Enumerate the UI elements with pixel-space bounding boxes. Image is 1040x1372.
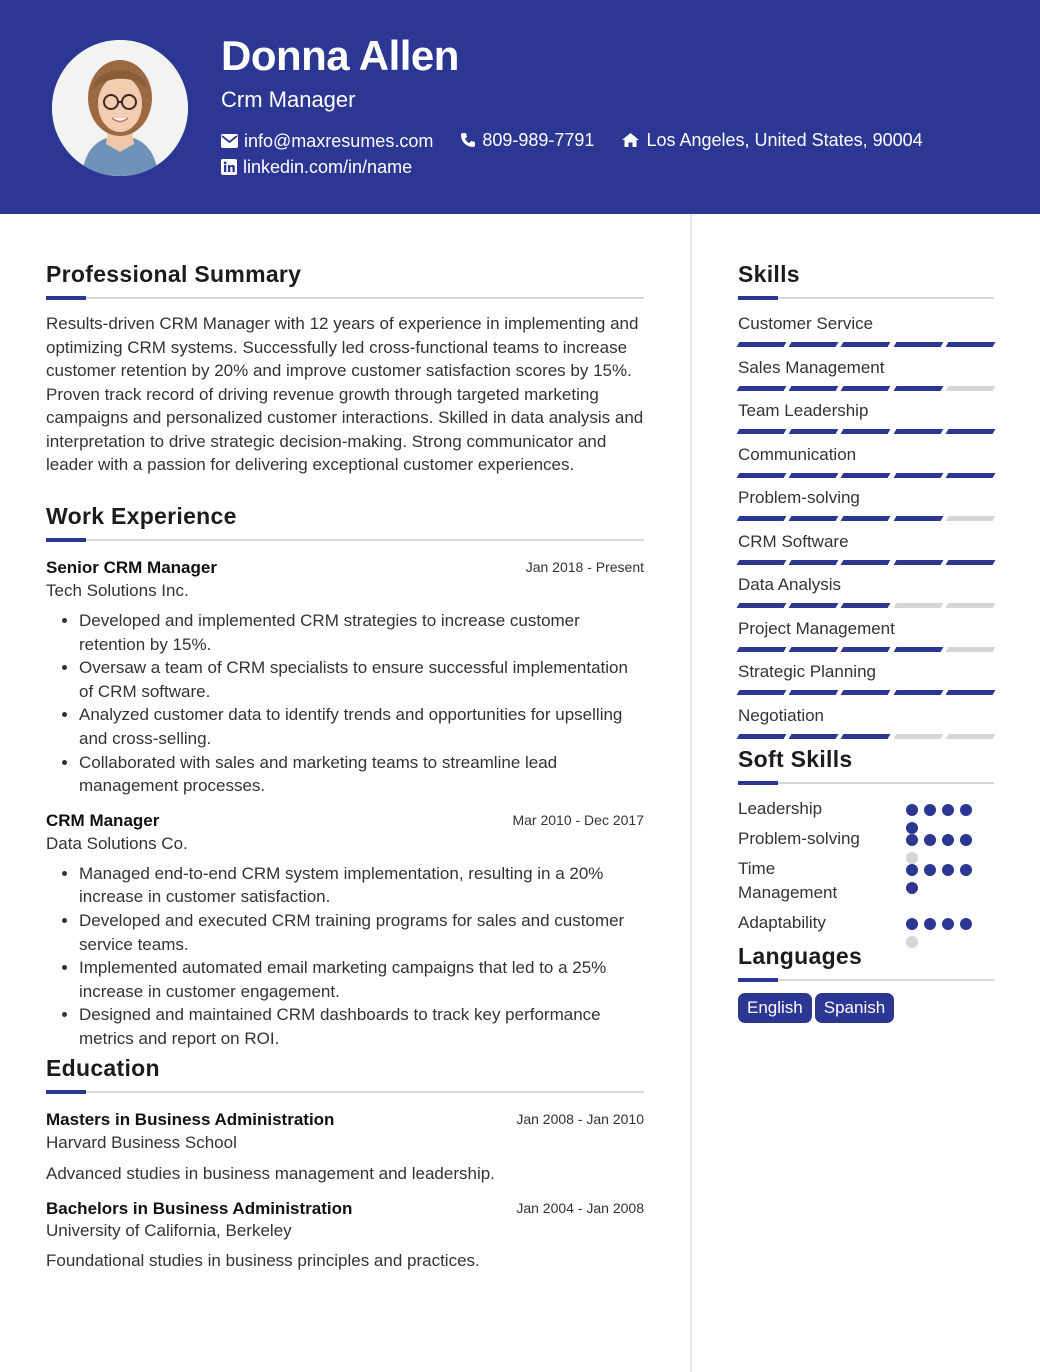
skill-level-segment bbox=[841, 647, 891, 652]
rating-dot bbox=[924, 918, 936, 930]
skill-level-segment bbox=[945, 342, 995, 347]
soft-skill-item bbox=[738, 797, 994, 821]
skill-level-segment bbox=[893, 647, 943, 652]
list-item: • Developed and executed CRM training programs for sales and customer service teams. bbox=[79, 909, 644, 956]
profile-photo bbox=[52, 40, 188, 176]
skill-level-segment bbox=[893, 560, 943, 565]
skill-label: Data Analysis bbox=[738, 575, 841, 594]
education-entry bbox=[46, 1109, 644, 1186]
phone-contact[interactable] bbox=[460, 128, 594, 152]
skill-level-segment bbox=[737, 342, 787, 347]
section-rule bbox=[738, 297, 994, 299]
skill-level-segment bbox=[893, 429, 943, 434]
skill-level-segment bbox=[789, 386, 839, 391]
skill-level-segment bbox=[893, 734, 943, 739]
list-item: • Collaborated with sales and marketing teams to streamline lead management processes. bbox=[79, 751, 644, 798]
rating-dot bbox=[906, 834, 918, 846]
skill-level-segment bbox=[841, 734, 891, 739]
rating-dot bbox=[942, 918, 954, 930]
job-bullets bbox=[46, 862, 644, 1051]
skill-level-segment bbox=[893, 473, 943, 478]
skill-item bbox=[738, 400, 994, 434]
job-date: Mar 2010 - Dec 2017 bbox=[512, 811, 644, 828]
experience-title: Work Experience bbox=[46, 503, 237, 529]
email-contact[interactable] bbox=[221, 129, 433, 153]
soft-skill-label: Time Management bbox=[738, 859, 838, 902]
skill-level-segment bbox=[789, 690, 839, 695]
list-item: • Designed and maintained CRM dashboards to track key performance metrics and report on ROI. bbox=[79, 1003, 644, 1050]
skill-label: Customer Service bbox=[738, 314, 874, 333]
skill-level-segment bbox=[737, 690, 787, 695]
skill-level-segment bbox=[945, 647, 995, 652]
phone-icon bbox=[460, 132, 476, 148]
skill-level-segment bbox=[945, 386, 995, 391]
skill-level-segment bbox=[789, 516, 839, 521]
skill-level-segment bbox=[945, 516, 995, 521]
rating-dot bbox=[906, 804, 918, 816]
list-item: • Analyzed customer data to identify trends and opportunities for upselling and cross-selling. bbox=[79, 703, 644, 750]
summary-text: Results-driven CRM Manager with 12 years of experience in implementing and optimizing CRM systems. Successfully led cross-functional teams to increase customer retention by 20% and improve customer satisfaction scores by 15%. Proven track record of driving revenue growth through targeted marketing campaigns and personalized customer interactions. Skilled in data analysis and interpretation to drive strategic decision-making. Strong communicator and leader with a passion for delivering exceptional customer experiences. bbox=[46, 314, 644, 474]
skill-level-segment bbox=[737, 560, 787, 565]
languages-list bbox=[738, 993, 994, 1023]
skill-label: Problem-solving bbox=[738, 488, 860, 507]
skill-item bbox=[738, 661, 994, 695]
education-title: Education bbox=[46, 1055, 160, 1081]
skill-level-segment bbox=[789, 603, 839, 608]
linkedin-icon bbox=[221, 159, 237, 175]
education-date: Jan 2008 - Jan 2010 bbox=[516, 1111, 644, 1127]
skill-level-segment bbox=[789, 734, 839, 739]
skill-level-segment bbox=[737, 516, 787, 521]
skill-item bbox=[738, 574, 994, 608]
skill-label: CRM Software bbox=[738, 531, 849, 551]
job-company: Data Solutions Co. bbox=[46, 833, 188, 853]
education-desc: Advanced studies in business management and leadership. bbox=[46, 1164, 495, 1183]
skill-level-segment bbox=[841, 429, 891, 434]
skill-level-segment bbox=[945, 429, 995, 434]
education-entry bbox=[46, 1198, 644, 1273]
soft-skills-list bbox=[738, 797, 994, 935]
skill-level-segment bbox=[893, 386, 943, 391]
skill-level-segment bbox=[789, 473, 839, 478]
rating-dot bbox=[942, 804, 954, 816]
skill-level-segment bbox=[945, 690, 995, 695]
envelope-icon bbox=[221, 134, 238, 148]
list-item: • Managed end-to-end CRM system implementation, resulting in a 20% increase in customer satisfaction. bbox=[79, 862, 644, 909]
summary-section bbox=[46, 259, 644, 477]
section-rule bbox=[46, 1091, 644, 1093]
job-entry bbox=[46, 810, 644, 1051]
linkedin-contact[interactable] bbox=[221, 155, 412, 179]
degree-title: Bachelors in Business Administration bbox=[46, 1198, 353, 1218]
rating-dot bbox=[942, 834, 954, 846]
experience-section bbox=[46, 501, 644, 1051]
skill-level-bar bbox=[738, 734, 994, 739]
summary-title: Professional Summary bbox=[46, 261, 302, 287]
job-title: CRM Manager bbox=[46, 810, 160, 830]
soft-skill-item bbox=[738, 857, 994, 905]
soft-skills-title: Soft Skills bbox=[738, 746, 853, 772]
skill-level-segment bbox=[737, 473, 787, 478]
language-badge: English bbox=[738, 993, 812, 1023]
skill-level-segment bbox=[945, 734, 995, 739]
job-title: Senior CRM Manager bbox=[46, 558, 217, 577]
skill-level-bar bbox=[738, 429, 994, 434]
section-rule bbox=[738, 782, 994, 784]
skill-level-segment bbox=[737, 647, 787, 652]
skill-item bbox=[738, 618, 994, 652]
soft-skill-label: Leadership bbox=[738, 799, 823, 818]
skill-label: Team Leadership bbox=[738, 401, 869, 420]
skill-level-segment bbox=[893, 342, 943, 347]
skill-level-segment bbox=[945, 560, 995, 565]
list-item: • Implemented automated email marketing campaigns that led to a 25% increase in customer engagement. bbox=[79, 956, 644, 1003]
rating-dot bbox=[924, 834, 936, 846]
school-name: Harvard Business School bbox=[46, 1133, 237, 1152]
skill-label: Sales Management bbox=[738, 357, 885, 377]
education-desc: Foundational studies in business principles and practices. bbox=[46, 1250, 480, 1270]
skill-level-segment bbox=[789, 560, 839, 565]
list-item: • Oversaw a team of CRM specialists to ensure successful implementation of CRM software. bbox=[79, 656, 644, 703]
skill-level-bar bbox=[738, 690, 994, 695]
rating-dot bbox=[924, 804, 936, 816]
skill-level-segment bbox=[841, 386, 891, 391]
home-icon bbox=[621, 132, 640, 148]
contact-line-2 bbox=[221, 155, 434, 181]
skill-item bbox=[738, 313, 994, 347]
linkedin-text: linkedin.com/in/name bbox=[243, 157, 413, 177]
skills-list bbox=[738, 313, 994, 739]
candidate-name: Donna Allen bbox=[221, 32, 459, 79]
phone-text: 809-989-7791 bbox=[482, 130, 595, 150]
skill-level-segment bbox=[789, 647, 839, 652]
skill-level-bar bbox=[738, 516, 994, 521]
skill-level-segment bbox=[789, 429, 839, 434]
job-date: Jan 2018 - Present bbox=[525, 559, 644, 575]
skill-label: Communication bbox=[738, 444, 857, 464]
skill-label: Negotiation bbox=[738, 705, 825, 725]
rating-dot bbox=[924, 864, 936, 876]
soft-skills-section bbox=[738, 744, 994, 941]
rating-dot bbox=[960, 804, 972, 816]
skill-item bbox=[738, 444, 994, 478]
education-date: Jan 2004 - Jan 2008 bbox=[516, 1199, 644, 1216]
soft-skill-item bbox=[738, 827, 994, 851]
skill-label: Project Management bbox=[738, 618, 895, 638]
contact-line bbox=[221, 128, 945, 154]
skill-level-bar bbox=[738, 342, 994, 347]
language-badge: Spanish bbox=[815, 993, 894, 1023]
skill-level-bar bbox=[738, 386, 994, 391]
soft-skill-label: Adaptability bbox=[738, 913, 826, 932]
education-section bbox=[46, 1053, 644, 1272]
skill-level-segment bbox=[789, 342, 839, 347]
skill-level-segment bbox=[841, 560, 891, 565]
school-name: University of California, Berkeley bbox=[46, 1220, 292, 1240]
skill-label: Strategic Planning bbox=[738, 662, 876, 681]
rating-dot bbox=[906, 882, 918, 894]
skill-level-segment bbox=[737, 734, 787, 739]
skill-level-segment bbox=[893, 603, 943, 608]
skill-item bbox=[738, 531, 994, 565]
job-company: Tech Solutions Inc. bbox=[46, 581, 189, 600]
skill-item bbox=[738, 487, 994, 521]
section-rule bbox=[46, 297, 644, 299]
candidate-role: Crm Manager bbox=[221, 87, 356, 112]
soft-skill-rating bbox=[906, 864, 976, 894]
skill-level-segment bbox=[737, 603, 787, 608]
rating-dot bbox=[960, 918, 972, 930]
degree-title: Masters in Business Administration bbox=[46, 1110, 335, 1129]
skill-level-segment bbox=[893, 690, 943, 695]
skill-level-segment bbox=[841, 342, 891, 347]
skill-level-segment bbox=[945, 603, 995, 608]
skill-level-bar bbox=[738, 473, 994, 478]
skill-level-segment bbox=[893, 516, 943, 521]
skill-level-segment bbox=[841, 603, 891, 608]
skill-level-bar bbox=[738, 603, 994, 608]
list-item: • Developed and implemented CRM strategies to increase customer retention by 15%. bbox=[79, 609, 644, 656]
resume-header bbox=[0, 0, 1040, 214]
skill-level-segment bbox=[737, 386, 787, 391]
column-divider bbox=[690, 214, 692, 1372]
skill-level-segment bbox=[737, 429, 787, 434]
section-rule bbox=[738, 979, 994, 981]
email-text: info@maxresumes.com bbox=[244, 131, 434, 151]
job-bullets bbox=[46, 609, 644, 798]
location-contact bbox=[621, 128, 922, 152]
rating-dot bbox=[960, 864, 972, 876]
skill-level-segment bbox=[841, 473, 891, 478]
soft-skill-item bbox=[738, 911, 994, 935]
skill-item bbox=[738, 357, 994, 391]
languages-title: Languages bbox=[738, 943, 863, 969]
skills-title: Skills bbox=[738, 261, 800, 287]
skill-level-bar bbox=[738, 647, 994, 652]
rating-dot bbox=[906, 918, 918, 930]
skill-level-bar bbox=[738, 560, 994, 565]
location-text: Los Angeles, United States, 90004 bbox=[646, 130, 923, 150]
soft-skill-label: Problem-solving bbox=[738, 829, 860, 848]
skill-level-segment bbox=[841, 516, 891, 521]
rating-dot bbox=[906, 864, 918, 876]
skill-level-segment bbox=[945, 473, 995, 478]
skills-section bbox=[738, 259, 994, 748]
rating-dot bbox=[942, 864, 954, 876]
job-entry bbox=[46, 557, 644, 798]
languages-section bbox=[738, 941, 994, 1023]
section-rule bbox=[46, 539, 644, 541]
rating-dot bbox=[960, 834, 972, 846]
skill-level-segment bbox=[841, 690, 891, 695]
skill-item bbox=[738, 705, 994, 739]
